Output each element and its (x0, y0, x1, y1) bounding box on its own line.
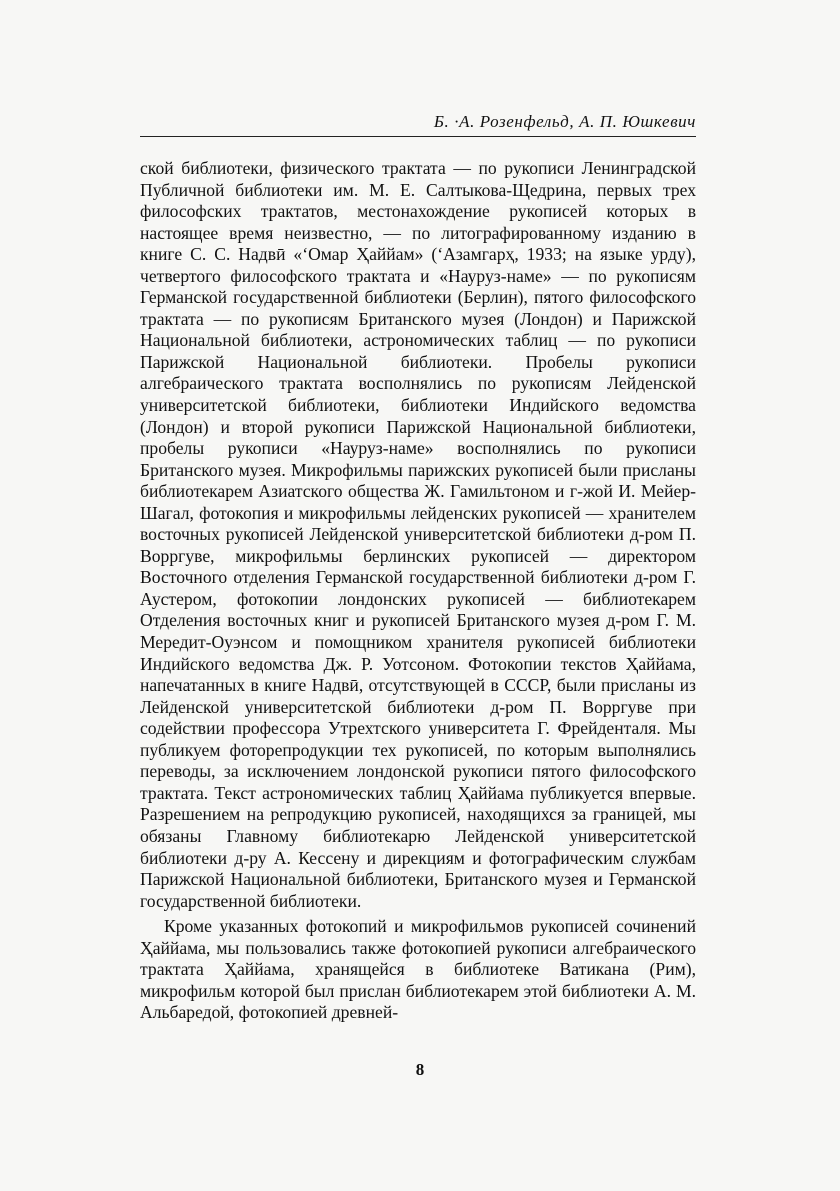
main-text (140, 158, 696, 1024)
running-header (140, 112, 696, 137)
running-title: Б. ·А. Розенфельд, А. П. Юшкевич (433, 112, 696, 131)
paragraph-1: ской библиотеки, физического трактата — по рукописи Ленинградской Публичной библиотеки им. М. Е. Салтыкова-Щедрина, первых трех философских трактатов, местонахождение рукописей которых в настоящее время неизвестно, — по литографированному изданию в книге С. С. Надвӣ «ʻОмар Ҳаййам» (ʻАзамгарҳ, 1933; на языке урду), четвертого философского трактата и «Науруз-наме» — по рукописям Германской государственной библиотеки (Берлин), пятого философского трактата — по рукописям Британского музея (Лондон) и Парижской Национальной библиотеки, астрономических таблиц — по рукописи Парижской Национальной библиотеки. Пробелы рукописи алгебраического трактата восполнялись по рукописям Лейденской университетской библиотеки, библиотеки Индийского ведомства (Лондон) и второй рукописи Парижской Национальной библиотеки, пробелы рукописи «Науруз-наме» восполнялись по рукописи Британского музея. Микрофильмы парижских рукописей были присланы библиотекарем Азиатского общества Ж. Гамильтоном и г-жой И. Мейер-Шагал, фотокопия и микрофильмы лейденских рукописей — хранителем восточных рукописей Лейденской университетской библиотеки д-ром П. Ворргуве, микрофильмы берлинских рукописей — директором Восточного отделения Германской государственной библиотеки д-ром Г. Аустером, фотокопии лондонских рукописей — библиотекарем Отделения восточных книг и рукописей Британского музея д-ром Г. М. Мередит-Оуэнсом и помощником хранителя рукописей библиотеки Индийского ведомства Дж. Р. Уотсоном. Фотокопии текстов Ҳаййама, напечатанных в книге Надвӣ, отсутствующей в СССР, были присланы из Лейденской университетской библиотеки д-ром П. Ворргуве при содействии профессора Утрехтского университета Г. Фрейденталя. Мы публикуем фоторепродукции тех рукописей, по которым выполнялись переводы, за исключением лондонской рукописи пятого философского трактата. Текст астрономических таблиц Ҳаййама публикуется впервые. Разрешением на репродукцию рукописей, находящихся за границей, мы обязаны Главному библиотекарю Лейденской университетской библиотеки д-ру А. Кессену и дирекциям и фотографическим службам Парижской Национальной библиотеки, Британского музея и Германской государственной библиотеки. (140, 158, 696, 911)
page-number: 8 (415, 1060, 425, 1079)
paragraph-2: Кроме указанных фотокопий и микрофильмов рукописей сочинений Ҳаййама, мы пользовались также фотокопией рукописи алгебраического трактата Ҳаййама, хранящейся в библиотеке Ватикана (Рим), микрофильм которой был прислан библиотекарем этой библиотеки А. М. Альбаредой, фотокопией древней- (140, 916, 696, 1023)
